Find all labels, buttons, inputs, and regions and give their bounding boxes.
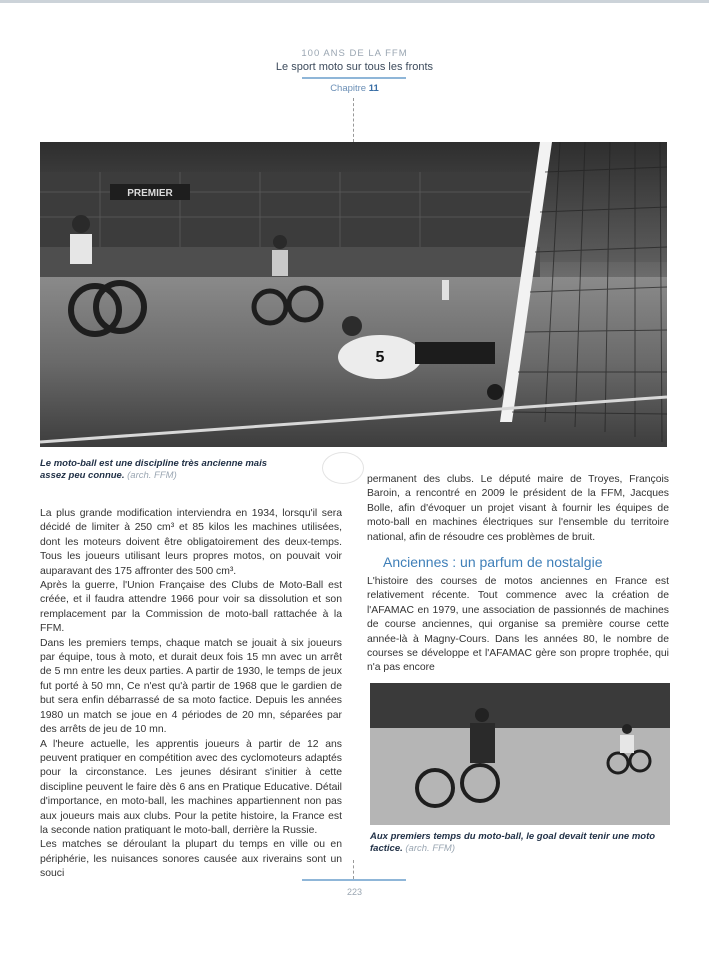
footer-guide-line <box>353 860 354 879</box>
page-number: 223 <box>346 887 363 897</box>
watermark-stamp <box>322 452 364 484</box>
section-heading: Anciennes : un parfum de nostalgie <box>383 554 603 570</box>
motoball-photo-illustration <box>40 142 667 447</box>
caption-small-text: Aux premiers temps du moto-ball, le goal devait tenir une moto factice. <box>370 831 656 854</box>
early-motoball-illustration <box>370 683 670 825</box>
running-header-kicker: 100 ANS DE LA FFM <box>301 48 408 59</box>
paragraph: Après la guerre, l'Union Française des Clubs de Moto-Ball est créée, et il faudra attendre 1966 pour voir sa dissolution et son remplacement par la Commission de moto-ball rattachée à la FFM. <box>40 580 342 635</box>
paragraph: permanent des clubs. Le député maire de Troyes, François Baroin, a rencontré en 2009 le président de la FFM, Jacques Bolle, afin d'évoquer un projet visant à fournir les équipes de moto-ball en machines électriques sur l'ensemble du territoire national, afin de résoudre ces problèmes de bruit. <box>367 474 669 543</box>
caption-main <box>40 458 280 482</box>
caption-small <box>370 831 670 855</box>
caption-main-text: Le moto-ball est une discipline très ancienne mais assez peu connue. <box>40 458 268 481</box>
right-column-bottom <box>367 575 669 676</box>
chapter-label <box>0 83 709 94</box>
motoball-photo-main <box>40 142 667 447</box>
footer-rule <box>302 879 406 881</box>
caption-main-credit: (arch. FFM) <box>127 470 177 481</box>
paragraph: Dans les premiers temps, chaque match se jouait à six joueurs par équipe, tous à moto, et durait deux fois 15 mn avec un arrêt de 5 mn entre les deux parties. A partir de 1930, le temps de jeux fut porté à 50 mn, Ce n'est qu'à partir de 1968 que le gardien de but sera enfin débarrassé de sa moto factice. Depuis les années 1980 un match se joue en 4 périodes de 20 mn, séparées par des arrêts de jeu de 10 mn. <box>40 637 342 736</box>
goalkeeper-number: 5 <box>375 349 385 366</box>
paragraph: A l'heure actuelle, les apprentis joueurs à partir de 12 ans peuvent pratiquer en compétition avec des cyclomoteurs adaptés pour la circonstance. Les jeunes désirant s'initier à cette discipline peuvent le faire dès 6 ans en Pratique Educative. Détail d'importance, en moto-ball, les machines appartiennent non pas aux joueurs mais aux clubs. Pour la petite histoire, la France est la seconde nation pratiquant le moto-ball, derrière la Russie. <box>40 738 342 836</box>
grandstand-sign: PREMIER <box>127 188 173 199</box>
paragraph: L'histoire des courses de motos anciennes en France est relativement récente. Tout commence avec la création de l'AFAMAC en 1979, une association de passionnés de machines de course anciennes, qui organise sa première course cette année-là à Magny-Cours. Dans les années 80, le nombre de courses se développe et l'AFAMAC gère son propre trophée, qui n'a pas encore <box>367 576 669 674</box>
chapter-word: Chapitre <box>330 83 367 94</box>
chapter-number: 11 <box>368 83 379 94</box>
top-rule <box>0 0 709 3</box>
right-column-top <box>367 473 669 545</box>
motoball-photo-small <box>370 683 670 825</box>
paragraph: Les matches se déroulant la plupart du temps en ville ou en périphérie, les nuisances sonores causée aux riverains sont un souci <box>40 839 342 880</box>
paragraph: La plus grande modification interviendra en 1934, lorsqu'il sera décidé de limiter à 250 cm³ et 85 kilos les machines utilisées, dont les moteurs doivent être obligatoirement des deux-temps. Tous les joueurs utilisant leurs propres motos, on pouvait voir auparavant des 175 affronter des 500 cm³. <box>40 508 342 577</box>
left-column <box>40 507 342 882</box>
distant-player <box>442 280 449 300</box>
center-guide-line <box>353 98 354 142</box>
header-rule <box>302 77 406 79</box>
caption-small-credit: (arch. FFM) <box>405 843 455 854</box>
running-header-title: Le sport moto sur tous les fronts <box>275 61 434 73</box>
